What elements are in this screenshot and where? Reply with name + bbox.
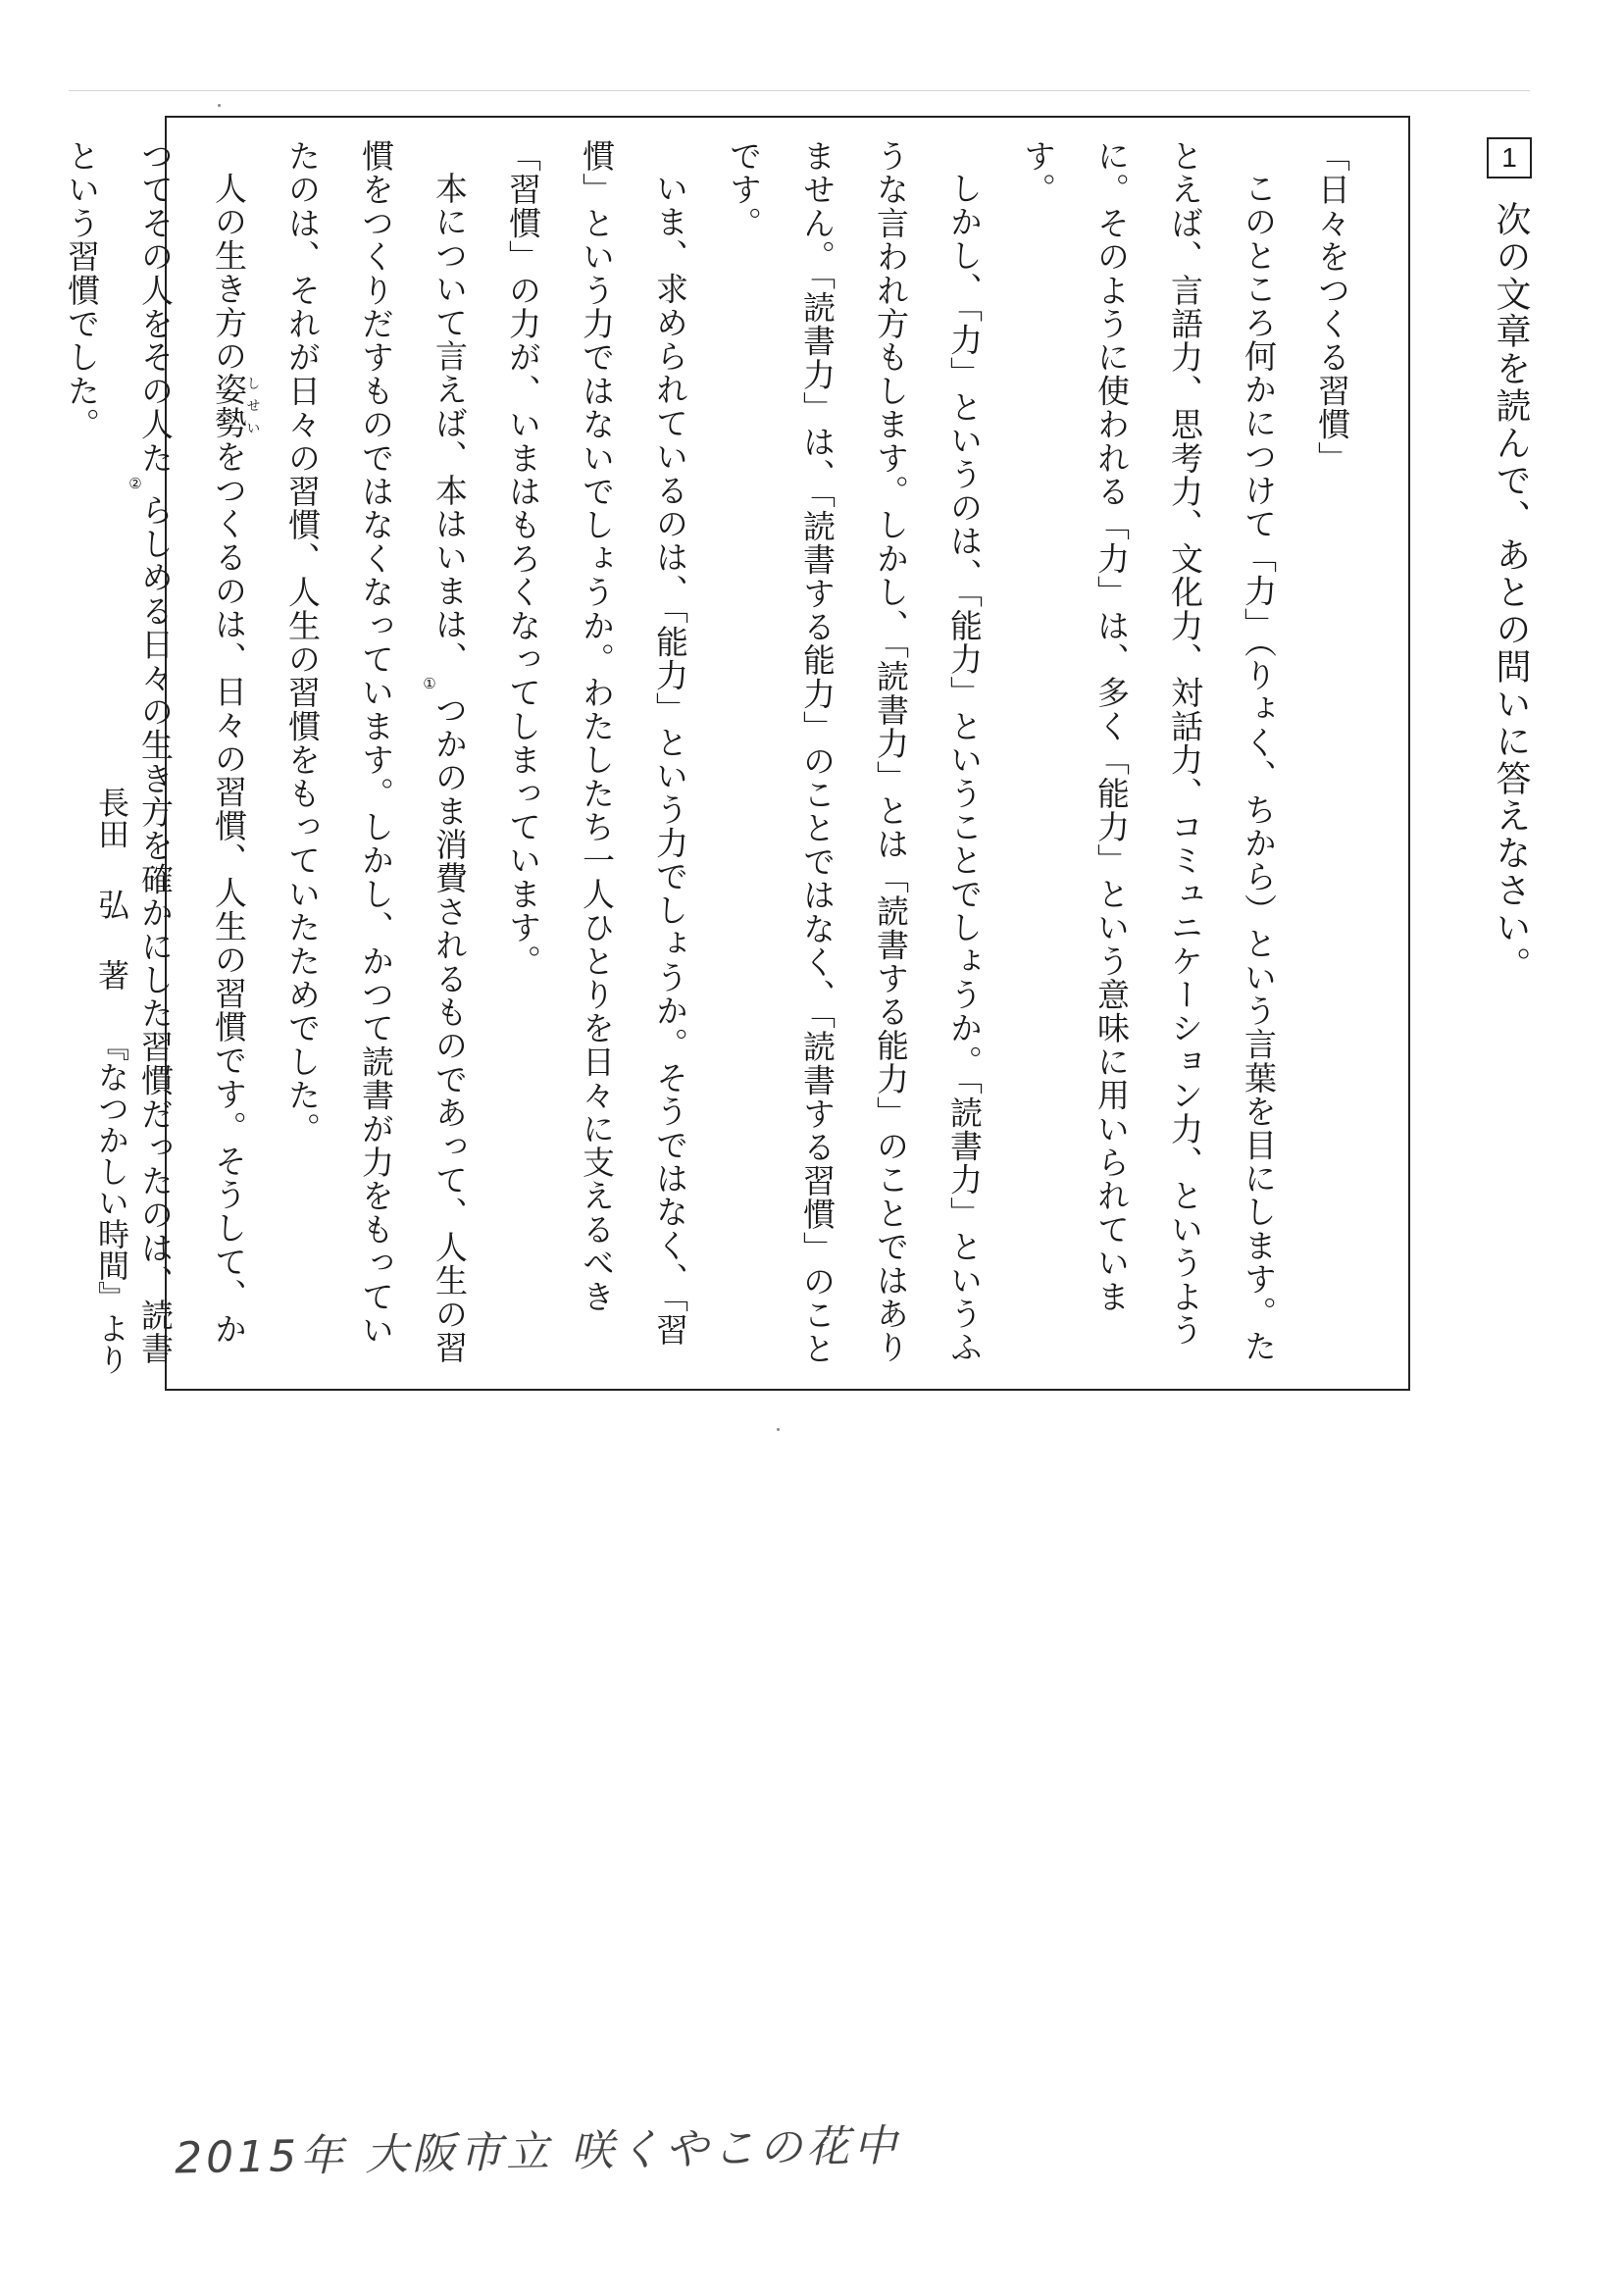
paragraph-1: このところ何かにつけて「力」（りょく、ちから）という言葉を目にします。たとえば、言語力、思考力、文化力、対話力、コミュニケーション力、というように。そのように使われる「力」は、多く「能力」という意味に用いられています。	[1019, 139, 1278, 1363]
note-marker-2: ②	[127, 475, 144, 494]
ruby-reading: しせい	[244, 373, 261, 440]
paragraph-3: いま、求められているのは、「能力」という力でしょうか。そうではなく、「習慣」という力ではないでしょうか。わたしたち一人ひとりを日々に支えるべき「習慣」の力が、いまはもろくなってしまっています。	[504, 139, 689, 1348]
paragraph-5	[45, 139, 266, 1367]
handwritten-note: 2015年 大阪市立 咲くやこの花中	[174, 2120, 901, 2184]
scan-speck	[218, 104, 221, 107]
question-number-box: 1	[1487, 137, 1532, 178]
paragraph-4-part-a: 本について言えば、本はいまは、	[431, 172, 469, 675]
scan-speck	[777, 1428, 780, 1431]
note-marker-1: ①	[421, 675, 438, 694]
citation-suffix: より	[93, 1312, 130, 1375]
passage-title: 「日々をつくる習慣」	[1313, 139, 1351, 475]
top-rule	[69, 90, 1530, 91]
paragraph-5-part-b: をつくるのは、日々の習慣、人生の習慣です。そうして、かつてその人をその人た	[136, 139, 248, 1347]
citation-work: 『なつかしい時間』	[93, 1030, 130, 1312]
paragraph-5-part-c: らしめる日々の生き方を確かにした習慣だったのは、読書という習慣でした。	[63, 139, 175, 1366]
paragraph-2: しかし、「力」というのは、「能力」ということでしょうか。「読書力」というふうな言われ方もします。しかし、「読書力」とは「読書する能力」のことではありません。「読書力」は、「読書する能力」のことではなく、「読書する習慣」のことです。	[725, 139, 984, 1366]
citation-author-first: 長田	[93, 787, 130, 849]
paragraph-4	[266, 139, 486, 1367]
question-instruction: 次の文章を読んで、あとの問いに答えなさい。	[1491, 201, 1531, 984]
source-citation	[90, 787, 133, 1375]
citation-author-last: 弘	[93, 889, 130, 920]
citation-role: 著	[93, 959, 130, 991]
paragraph-4-part-b: つかのま消費されるものであって、人生の習慣をつくりだすものではなくなっています。しかし、かつて読書が力をもっていたのは、それが日々の習慣、人生の習慣をもっていたためでした。	[283, 139, 469, 1365]
ruby-shisei	[210, 373, 261, 440]
paragraph-5-part-a: 人の生き方の	[210, 172, 248, 374]
ruby-base: 姿勢	[210, 373, 248, 440]
